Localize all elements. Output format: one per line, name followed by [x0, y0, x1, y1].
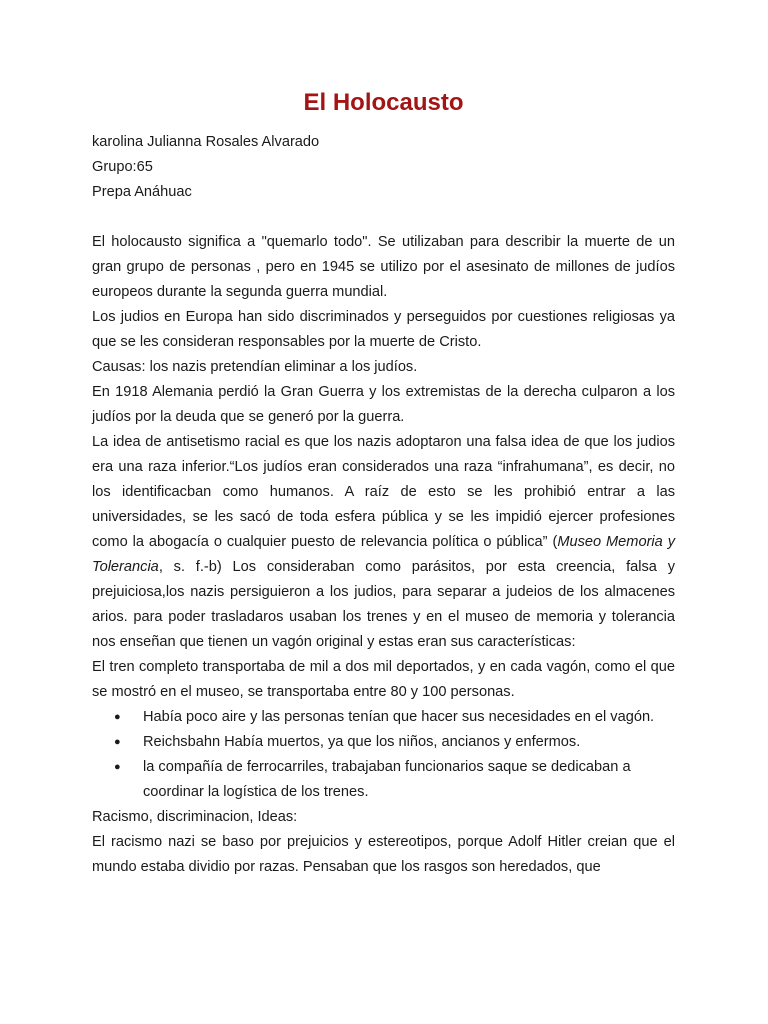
bullet-icon: ●	[114, 736, 121, 748]
list-item-text: Había poco aire y las personas tenían que hacer sus necesidades en el vagón.	[143, 709, 655, 725]
group-line: Grupo:65	[92, 159, 153, 175]
antisemitism-text-start: La idea de antisetismo racial es que los nazis adoptaron una falsa idea de que los judios era una raza inferior.“Los judíos eran considerados una raza “infrahumana”, es decir, no los identificacban como humanos. A raíz de esto se les prohibió entrar a las universidades, se les sacó de toda esfera pública y se les impidió ejercer profesiones como la abogacía o cualquier puesto de relevancia política o pública” (	[92, 434, 675, 550]
school-line: Prepa Anáhuac	[92, 184, 192, 200]
bullet-icon: ●	[114, 711, 121, 723]
citation-source: Museo Memoria y Tolerancia	[92, 534, 675, 575]
document-title: El Holocausto	[303, 89, 464, 116]
blank-line	[92, 205, 675, 230]
list-item-text: Reichsbahn Había muertos, ya que los niños, ancianos y enfermos.	[143, 734, 581, 750]
paragraph-definition: El holocausto significa a "quemarlo todo". Se utilizaban para describir la muerte de un gran grupo de personas , pero en 1945 se utilizo por el asesinato de millones de judíos europeos durante la segunda guerra mundial.	[92, 234, 675, 300]
list-item	[114, 755, 675, 805]
bullet-icon: ●	[114, 761, 121, 773]
paragraph-causes: Causas: los nazis pretendían eliminar a los judíos.	[92, 359, 418, 375]
list-item	[114, 730, 675, 755]
paragraph-train: El tren completo transportaba de mil a dos mil deportados, y en cada vagón, como el que se mostró en el museo, se transportaba entre 80 y 100 personas.	[92, 659, 675, 700]
paragraph-racism: El racismo nazi se baso por prejuicios y estereotipos, porque Adolf Hitler creian que el mundo estaba dividio por razas. Pensaban que los rasgos son heredados, que	[92, 834, 675, 875]
list-item-text: la compañía de ferrocarriles, trabajaban funcionarios saque se dedicaban a coordinar la logística de los trenes.	[143, 759, 631, 800]
paragraph-discrimination: Los judios en Europa han sido discriminados y perseguidos por cuestiones religiosas ya que se les consideran responsables por la muerte de Cristo.	[92, 309, 675, 350]
author-name: karolina Julianna Rosales Alvarado	[92, 134, 320, 150]
wagon-features-list	[92, 705, 675, 805]
antisemitism-text-end: , s. f.-b) Los consideraban como parásitos, por esta creencia, falsa y prejuiciosa,los nazis persiguieron a los judios, para separar a judeios de los almacenes arios. para poder trasladaros usaban los trenes y en el museo de memoria y tolerancia nos enseñan que tienen un vagón original y estas eran sus características:	[92, 559, 675, 650]
paragraph-antisemitism	[92, 430, 675, 655]
paragraph-1918: En 1918 Alemania perdió la Gran Guerra y los extremistas de la derecha culparon a los judíos por la deuda que se generó por la guerra.	[92, 384, 675, 425]
paragraph-racism-heading: Racismo, discriminacion, Ideas:	[92, 809, 298, 825]
list-item	[114, 705, 675, 730]
